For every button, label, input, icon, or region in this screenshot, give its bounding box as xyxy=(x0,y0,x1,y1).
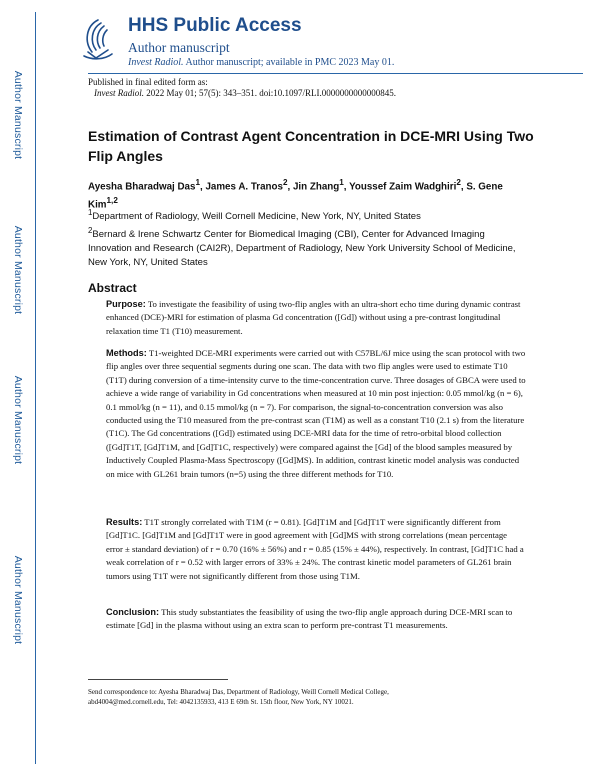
footnote-line-1: Send correspondence to: Ayesha Bharadwaj Das, Department of Radiology, Weill Cornell Medical College, xyxy=(88,688,389,696)
sidebar xyxy=(0,0,36,776)
header-rule xyxy=(88,73,583,74)
sidebar-rule xyxy=(35,12,36,764)
hhs-availability xyxy=(128,57,394,68)
header-availability-text: Author manuscript; available in PMC 2023 May 01. xyxy=(185,57,395,68)
author-name: Ayesha Bharadwaj Das xyxy=(88,181,196,193)
affiliation-number: 1 xyxy=(88,208,93,217)
author-name-part: Kim xyxy=(88,199,107,211)
abstract-heading: Abstract xyxy=(88,281,137,295)
published-label: Published in final edited form as: xyxy=(88,77,208,87)
citation-journal: Invest Radiol. xyxy=(94,88,144,98)
author-affiliation-sup: 1 xyxy=(195,178,200,187)
sidebar-label-4: Author Manuscript xyxy=(12,555,24,645)
author-name-part: S. Gene xyxy=(466,181,503,193)
abstract-methods xyxy=(106,347,526,481)
affiliation-1 xyxy=(88,206,528,224)
author-name: Youssef Zaim Wadghiri xyxy=(349,181,457,193)
conclusion-text: This study substantiates the feasibility of using the two-flip angle approach during DCE-MRI scan to estimate [Gd] in the plasma without using an extra scan to perform pre-contrast T1 measurements. xyxy=(106,607,513,631)
hhs-title: HHS Public Access xyxy=(128,15,302,36)
header-journal: Invest Radiol. xyxy=(128,57,184,68)
article-title: Estimation of Contrast Agent Concentration in DCE-MRI Using Two Flip Angles xyxy=(88,128,534,164)
methods-label: Methods: xyxy=(106,348,147,358)
author-name: Jin Zhang xyxy=(292,181,340,193)
results-label: Results: xyxy=(106,517,143,527)
sidebar-label-2: Author Manuscript xyxy=(12,225,24,315)
citation-details: 2022 May 01; 57(5): 343–351. doi:10.1097/RLI.0000000000000845. xyxy=(146,88,396,98)
purpose-text: To investigate the feasibility of using two-flip angles with an ultra-short echo time during dynamic contrast enhanced (DCE)-MRI for estimation of plasma Gd concentration ([Gd]) without using a pre-contrast longitudinal relaxation time T1 (T10) measurement. xyxy=(106,299,521,336)
footnote-rule xyxy=(88,679,228,680)
affiliation-number: 2 xyxy=(88,226,93,235)
author-affiliation-sup: 2 xyxy=(282,178,288,187)
hhs-subtitle: Author manuscript xyxy=(128,40,230,55)
correspondence-footnote xyxy=(88,687,558,707)
affiliation-2 xyxy=(88,224,528,270)
author-name: James A. Tranos xyxy=(205,181,283,193)
sidebar-label-3: Author Manuscript xyxy=(12,375,24,465)
author-affiliation-sup: 2 xyxy=(456,178,461,187)
conclusion-label: Conclusion: xyxy=(106,607,160,617)
affiliation-text: Department of Radiology, Weill Cornell Medicine, New York, NY, United States xyxy=(92,211,421,223)
abstract-purpose xyxy=(106,298,526,338)
publication-citation xyxy=(94,88,396,98)
affiliation-text: Bernard & Irene Schwartz Center for Biomedical Imaging (CBI), Center for Advanced Imaging Innovation and Research (CAI2R), Department of Radiology, New York University School of Medicine, New York, NY, United States xyxy=(88,229,516,269)
sidebar-label-1: Author Manuscript xyxy=(12,70,24,160)
abstract-conclusion xyxy=(106,606,526,633)
purpose-label: Purpose: xyxy=(106,299,146,309)
footnote-line-2: abd4004@med.cornell.edu, Tel: 4042135933, 413 E 69th St. 15th floor, New York, NY 10021. xyxy=(88,698,354,706)
author-list: Ayesha Bharadwaj Das$^1$, James A. Tranos$^2$, Jin Zhang$^1$, Youssef Zaim Wadghiri$^2$, S. Gene Kim$^{1,2}$ xyxy=(88,178,503,211)
abstract-results xyxy=(106,516,526,583)
author-affiliation-sup: 1,2 xyxy=(106,196,118,206)
hhs-eagle-logo xyxy=(78,16,118,62)
author-affiliation-sup: 1 xyxy=(339,178,344,187)
results-text: T1T strongly correlated with T1M (r = 0.81). [Gd]T1M and [Gd]T1T were significantly different from [Gd]T1C. [Gd]T1M and [Gd]T1T were in good agreement with [Gd]MS with strong correlations (mean percentage error ± standard deviation) of r = 0.70 (16% ± 56%) and r = 0.85 (15% ± 44%), respectively. In contrast, [Gd]T1C had a weak correlation of r = 0.52 with larger errors of 33% ± 24%. The contrast kinetic model parameters of GL261 brain tumors using T1T were not significantly different from those using T1M. xyxy=(106,517,524,581)
methods-text: T1-weighted DCE-MRI experiments were carried out with C57BL/6J mice using the scan protocol with two flip angles over three sequential segments during one scan. The data with two flip angles were used to estimate T10 (T1T) during conversion of a time-intensity curve to the time-concentration curve. Three dosages of GBCA were used to achieve a wide range of variability in Gd concentrations when measured at 10 min post injection: 0.05 mmol/kg (n = 6), 0.1 mmol/kg (n = 11), and 0.15 mmol/kg (n = 7). For comparison, the signal-to-concentration conversion was also conducted using the T10 measured from the pre-contrast scan (T1M) as well as a constant T10 (2.1 s) from the literature (T1C). The Gd concentrations ([Gd]) estimated using DCE-MRI data for the time of retro-orbital blood collection ([Gd]T1T, [Gd]T1M, and [Gd]T1C, respectively) were compared against the [Gd] of the blood samples measured by Inductively Coupled Plasma-Mass Spectroscopy ([Gd]MS). In addition, contrast kinetic model analysis was conducted on mice with GL261 brain tumors (n=5) using the three different methods for T10. xyxy=(106,348,526,479)
